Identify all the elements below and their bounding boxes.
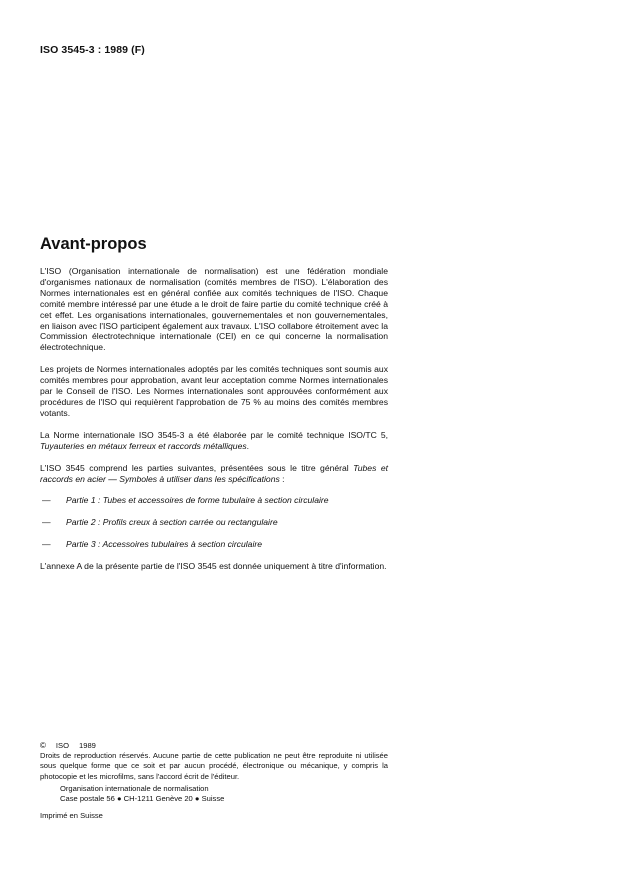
list-dash: — xyxy=(42,495,51,506)
copyright-line xyxy=(40,741,388,751)
copyright-year: 1989 xyxy=(79,741,96,750)
committee-text: La Norme internationale ISO 3545-3 a été élaborée par le comité technique ISO/TC 5, xyxy=(40,429,388,440)
part-label: Partie 3 : Accessoires tubulaires à section circulaire xyxy=(66,539,262,550)
paragraph-annex: L'annexe A de la présente partie de l'ISO 3545 est donnée uniquement à titre d'information. xyxy=(40,561,387,572)
organisation-name: Organisation internationale de normalisation xyxy=(60,783,209,793)
document-id-header: ISO 3545-3 : 1989 (F) xyxy=(40,44,145,56)
part-label: Partie 1 : Tubes et accessoires de forme tubulaire à section circulaire xyxy=(66,495,329,506)
page-title: Avant-propos xyxy=(40,235,147,253)
list-dash: — xyxy=(42,517,51,528)
committee-end: . xyxy=(246,440,250,451)
list-item xyxy=(40,539,388,550)
copyright-org: ISO xyxy=(55,741,69,750)
parts-intro-text: L'ISO 3545 comprend les parties suivantes, présentées sous le titre général xyxy=(40,462,349,473)
organisation-block xyxy=(60,784,388,804)
part-label: Partie 2 : Profils creux à section carrée ou rectangulaire xyxy=(66,517,278,528)
paragraph-committee xyxy=(40,430,388,452)
list-item xyxy=(40,517,388,528)
list-item xyxy=(40,495,388,506)
general-title: Tubes et raccords en acier — Symboles à utiliser dans les spécifications xyxy=(40,462,388,484)
paragraph-approval: Les projets de Normes internationales adoptés par les comités techniques sont soumis aux comités membres pour approbation, avant leur acceptation comme Normes internationales par le Conseil de l'ISO. Les Normes internationales sont approuvées conformément aux procédures de l'ISO qui requièrent l'approbation de 75 % au moins des comités membres votants. xyxy=(40,364,388,418)
rights-statement: Droits de reproduction réservés. Aucune partie de cette publication ne peut être reproduite ni utilisée sous quelque forme que ce soit et par aucun procédé, électronique ou mécanique, y compris la photocopie et les microfilms, sans l'accord écrit de l'éditeur. xyxy=(40,751,388,781)
printed-in: Imprimé en Suisse xyxy=(40,811,103,821)
parts-list xyxy=(40,495,388,550)
paragraph-iso-organisation: L'ISO (Organisation internationale de normalisation) est une fédération mondiale d'organismes nationaux de normalisation (comités membres de l'ISO). L'élaboration des Normes internationales est en général confiée aux comités techniques de l'ISO. Chaque comité membre intéressé par une étude a le droit de faire partie du comité technique créé à cet effet. Les organisations internationales, gouvernementales et non gouvernementales, en liaison avec l'ISO participent également aux travaux. L'ISO collabore étroitement avec la Commission électrotechnique internationale (CEI) en ce qui concerne la normalisation électrotechnique. xyxy=(40,266,388,353)
list-dash: — xyxy=(42,539,51,550)
copyright-footer xyxy=(40,741,388,821)
organisation-address: Case postale 56 ● CH-1211 Genève 20 ● Suisse xyxy=(60,794,225,804)
parts-intro-end: : xyxy=(279,473,285,484)
paragraph-parts-intro xyxy=(40,463,388,485)
committee-title: Tuyauteries en métaux ferreux et raccords métalliques xyxy=(40,440,247,451)
copyright-icon: © xyxy=(40,741,46,750)
foreword-body xyxy=(40,266,388,583)
